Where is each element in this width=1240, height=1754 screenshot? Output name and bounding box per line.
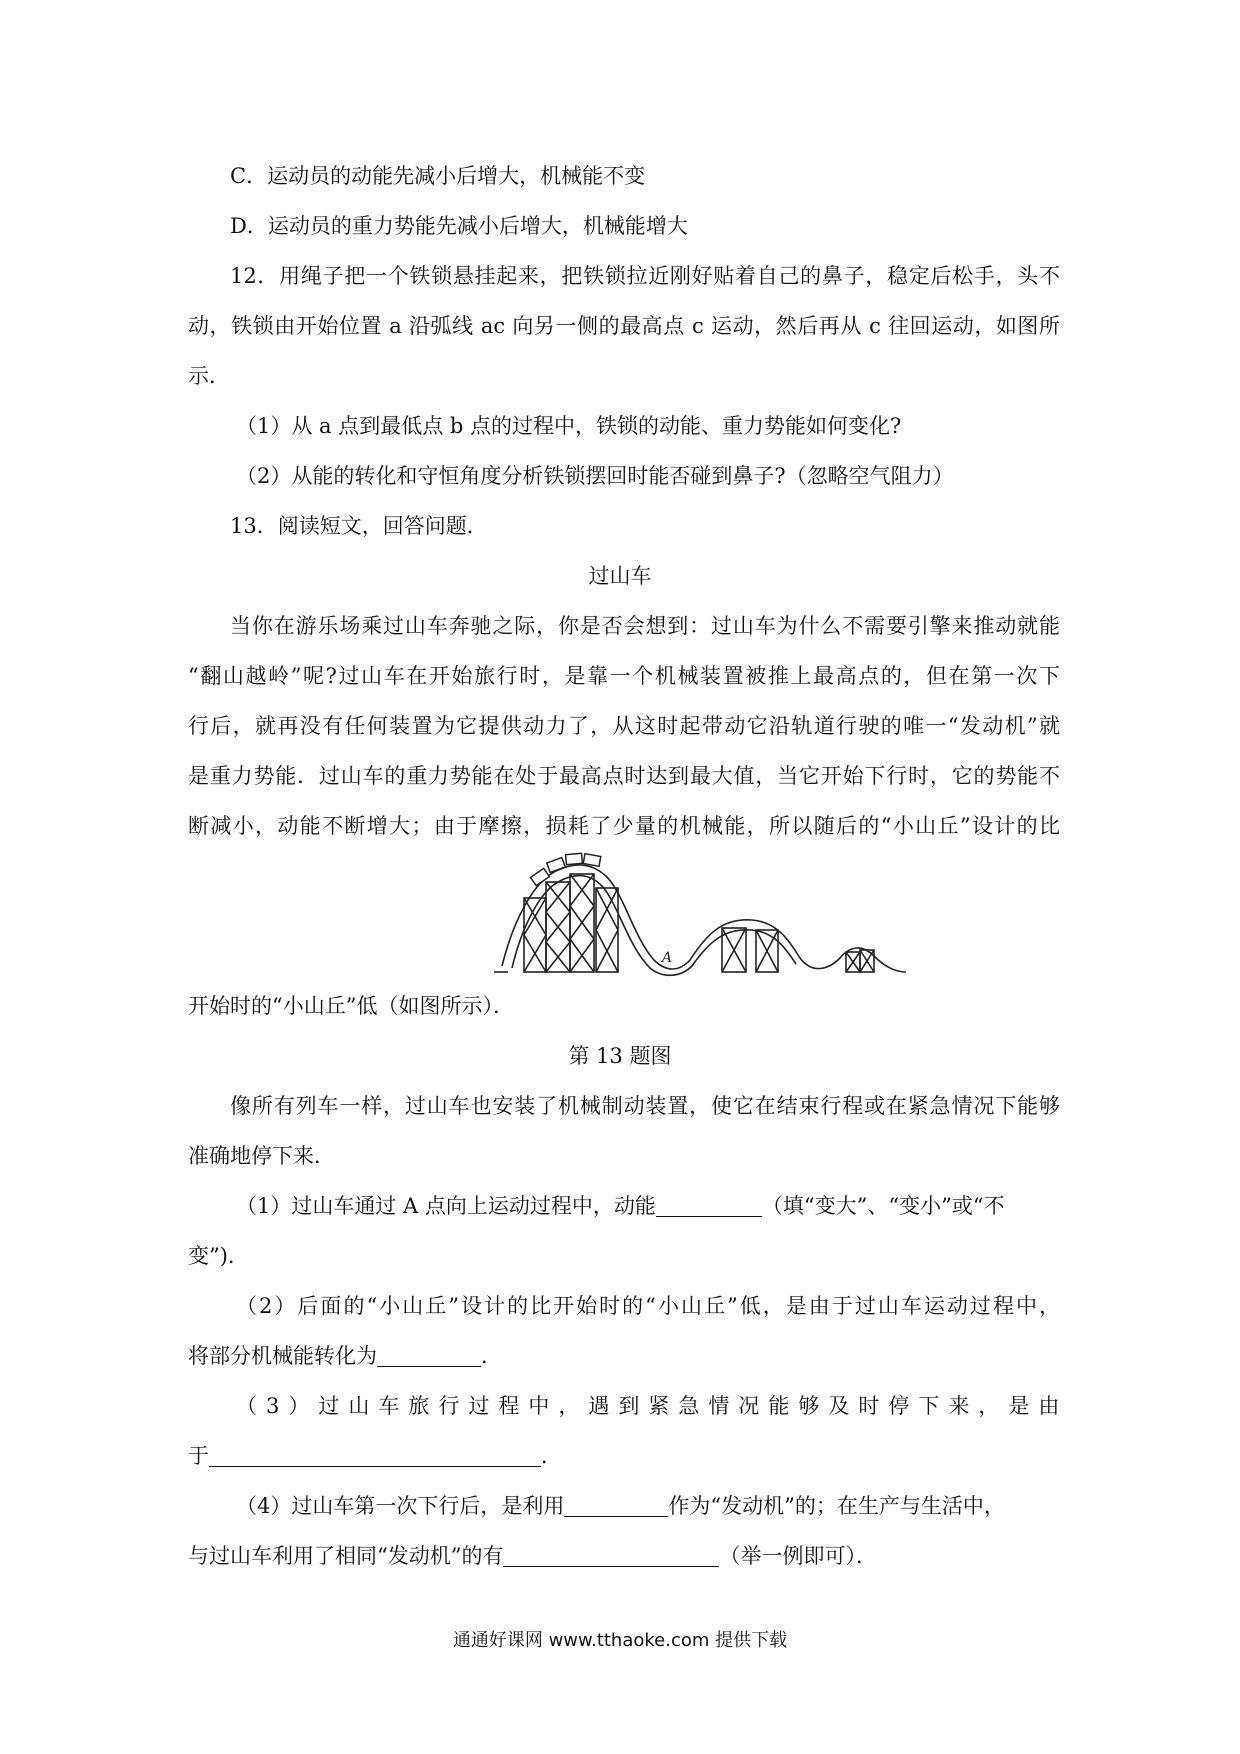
support-tower-6 <box>756 930 778 972</box>
q13-sub-1 <box>236 1192 1005 1220</box>
sub1-text-b: （填“变大”、“变小”或“不 <box>761 1194 1005 1218</box>
option-d: D．运动员的重力势能先减小后增大，机械能增大 <box>230 214 688 238</box>
q12-sub-2: （2）从能的转化和守恒角度分析铁锁摆回时能否碰到鼻子?（忽略空气阻力） <box>236 464 954 488</box>
q13-sub-4-cont <box>188 1542 877 1570</box>
sub4-text-d: （举一例即可）． <box>719 1544 877 1568</box>
support-tower-4 <box>596 888 618 972</box>
support-tower-2 <box>546 882 570 972</box>
support-tower-3 <box>570 874 594 972</box>
sub2-text-b: 将部分机械能转化为 <box>188 1344 377 1368</box>
sub3-text-end: ． <box>541 1444 562 1468</box>
q13-p1-line-1: 当你在游乐场乘过山车奔驰之际，你是否会想到：过山车为什么不需要引擎来推动就能 <box>230 614 1060 638</box>
q12-line-3: 示． <box>188 364 230 388</box>
q13-sub-4 <box>236 1492 1005 1520</box>
q13-p2-line-1: 像所有列车一样，过山车也安装了机械制动装置，使它在结束行程或在紧急情况下能够 <box>230 1094 1060 1118</box>
q13-p1-line-3: 行后，就再没有任何装置为它提供动力了，从这时起带动它沿轨道行驶的唯一“发动机”就 <box>188 714 1060 738</box>
answer-blank-1[interactable] <box>656 1194 762 1217</box>
coaster-cars <box>531 853 601 885</box>
q13-p1-line-5: 断减小，动能不断增大；由于摩擦，损耗了少量的机械能，所以随后的“小山丘”设计的比 <box>188 814 1060 838</box>
sub3-text-b: 于 <box>188 1444 209 1468</box>
q13-p1-end: 开始时的“小山丘”低（如图所示）． <box>188 994 514 1018</box>
q12-line-1: 12．用绳子把一个铁锁悬挂起来，把铁锁拉近刚好贴着自己的鼻子，稳定后松手，头不 <box>230 264 1060 288</box>
answer-blank-2[interactable] <box>377 1344 481 1367</box>
sub4-text-c: 与过山车利用了相同“发动机”的有 <box>188 1544 504 1568</box>
option-c: C．运动员的动能先减小后增大，机械能不变 <box>230 164 646 188</box>
q12-line-2: 动，铁锁由开始位置 a 沿弧线 ac 向另一侧的最高点 c 运动，然后再从 c 往回运动，如图所 <box>188 314 1060 338</box>
roller-coaster-figure <box>494 848 914 978</box>
figure-caption: 第 13 题图 <box>568 1044 672 1068</box>
sub2-text-end: ． <box>481 1344 502 1368</box>
sub1-text-a: （1）过山车通过 A 点向上运动过程中，动能 <box>236 1194 656 1218</box>
sub4-text-a: （4）过山车第一次下行后，是利用 <box>236 1494 565 1518</box>
support-tower-8 <box>860 950 874 972</box>
q12-sub-1: （1）从 a 点到最低点 b 点的过程中，铁锁的动能、重力势能如何变化? <box>236 414 902 438</box>
support-tower-5 <box>722 928 746 972</box>
q13-sub-2-cont <box>188 1342 502 1370</box>
q13-sub-3: （3）过山车旅行过程中，遇到紧急情况能够及时停下来，是由 <box>236 1394 1069 1418</box>
page-footer: 通通好课网 www.tthaoke.com 提供下载 <box>452 1630 788 1651</box>
answer-blank-4[interactable] <box>564 1494 668 1517</box>
sub4-text-b: 作为“发动机”的；在生产与生活中， <box>668 1494 1005 1518</box>
answer-blank-3[interactable] <box>209 1444 541 1467</box>
point-a-label: A <box>662 950 673 966</box>
q13-p1-line-2: “翻山越岭”呢?过山车在开始旅行时，是靠一个机械装置被推上最高点的，但在第一次下 <box>188 664 1060 688</box>
q13-p1-line-4: 是重力势能．过山车的重力势能在处于最高点时达到最大值，当它开始下行时，它的势能不 <box>188 764 1060 788</box>
q13-title: 过山车 <box>588 564 652 588</box>
q13-sub-1-cont: 变”)． <box>188 1244 249 1268</box>
answer-blank-5[interactable] <box>503 1544 719 1567</box>
support-tower-7 <box>846 952 860 972</box>
q13-p2-line-2: 准确地停下来． <box>188 1144 335 1168</box>
q13-sub-2: （2）后面的“小山丘”设计的比开始时的“小山丘”低，是由于过山车运动过程中， <box>236 1294 1060 1318</box>
q13-intro: 13．阅读短文，回答问题． <box>230 514 488 538</box>
q13-sub-3-cont <box>188 1442 562 1470</box>
